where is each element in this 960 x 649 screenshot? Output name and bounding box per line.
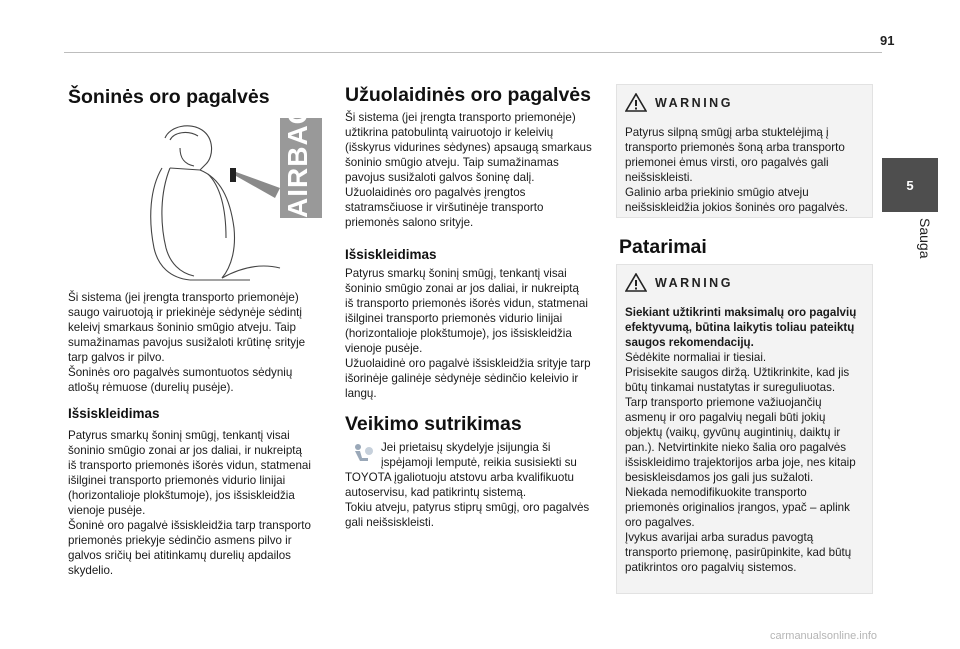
warning-1-text: Patyrus silpną smūgį arba stuktelėjimą į transporto priemonės šoną arba transporto priemonei ėmus virsti, oro pagalvės gali neišsiskleisti. Galinio arba priekinio smūgio atveju neišsiskleidžia jokios šoninės oro pagalvės. (625, 126, 848, 214)
side-deploy-text: Patyrus smarkų šoninį smūgį, tenkantį visai šoninio smūgio zonai ar jos daliai, ir nukreiptą iš transporto priemonės išorės vidun, statmenai išilginei transporto priemonės vidurio linijai (horizontalioje plokštumoje), jos išsiskleidžia vienoje pusėje. Šoninė oro pagalvė išsiskleidžia tarp transporto priemonės priekyje sėdinčio asmens pilvo ir galvos sričių bei atitinkamų durelių apdailos skydelio. (68, 429, 311, 577)
malfunction-title: Veikimo sutrikimas (345, 413, 522, 435)
warning-2-lead: Siekiant užtikrinti maksimalų oro pagalvių efektyvumą, būtina laikytis toliau pateiktų saugos rekomendacijų. (625, 306, 857, 349)
watermark: carmanualsonline.info (770, 630, 878, 642)
airbag-warning-light-icon (350, 443, 374, 465)
malfunction-lead: Jei prietaisų skydelyje įsijungia ši įspėjamoji lemputė, reikia susisiekti su (381, 441, 577, 469)
side-airbags-title: Šoninės oro pagalvės (68, 86, 270, 108)
malfunction-text: TOYOTA įgaliotuoju atstovu arba kvalifikuotu autoservisu, kad patikrintų sistemą. Tokiu atveju, patyrus stiprų smūgį, oro pagalvės gali neišsiskleisti. (345, 471, 590, 529)
side-airbags-intro: Ši sistema (jei įrengta transporto priemonėje) saugo vairuotoją ir priekinėje sėdynėje sėdintį keleivį smarkaus šoninio smūgio atveju. Taip sumažinamas pavojus susižaloti krūtinę srityje tarp galvos ir pilvo. Šoninės oro pagalvės sumontuotos sėdynių atlošų rėmuose (durelių pusėje). (68, 291, 306, 394)
curtain-deploy-text: Patyrus smarkų šoninį smūgį, tenkantį visai šoninio smūgio zonai ar jos daliai, ir nukreiptą iš transporto priemonės išorės vidun, statmenai išilginei transporto priemonės vidurio linijai (horizontalioje plokštumoje), jos išsiskleidžia vienoje pusėje. Užuolaidinė oro pagalvė išsiskleidžia srityje tarp išorinėje galinėje sėdynėje sėdinčio keleivio ir langų. (345, 267, 591, 400)
warning-2-title: WARNING (655, 275, 733, 290)
airbag-label-figure: AIRBAG (280, 118, 322, 218)
curtain-deploy-title: Išsiskleidimas (345, 247, 437, 262)
warning-2-text: Sėdėkite normaliai ir tiesiai. Prisisekite saugos diržą. Užtikrinkite, kad jis būtų tinkamai nustatytas ir sureguliuotas. Tarp transporto priemone važiuojančių asmenų ir oro pagalvių negali būti jokių objektų (vaikų, gyvūnų augintinių, daiktų ir pan.). Netvirtinkite nieko šalia oro pagalvės išsiskleidimo trajektorijos arba joje, nes kitaip besiskleisdamos jos gali jus sužaloti. Niekada nemodifikuokite transporto priemonės originalios įrangos, ypač – aplink oro pagalves. Įvykus avarijai arba suradus pavogtą transporto priemonę, pasirūpinkite, kad būtų patikrintos oro pagalvių sistemos. (625, 351, 856, 574)
warning-triangle-icon (625, 93, 647, 112)
curtain-airbags-title: Užuolaidinės oro pagalvės (345, 84, 591, 106)
chapter-tab[interactable]: 5 (882, 158, 938, 212)
curtain-airbags-intro: Ši sistema (jei įrengta transporto priemonėje) užtikrina patobulintą vairuotojo ir keleivių (išskyrus vidurines sėdynes) apsaugą smarkaus šoninio smūgio atveju. Taip sumažinamas pavojus susižaloti galvos šoninę dalį. Užuolaidinės oro pagalvės įrengtos statramsčiuose ir viršutinėje transporto priemonės salono srityje. (345, 111, 592, 229)
warning-triangle-icon (625, 273, 647, 292)
warning-box-1 (616, 84, 873, 218)
page-number: 91 (880, 33, 895, 48)
tips-title: Patarimai (619, 236, 707, 258)
side-deploy-title: Išsiskleidimas (68, 406, 160, 421)
chapter-title: Sauga (917, 218, 933, 259)
warning-box-2 (616, 264, 873, 594)
warning-1-title: WARNING (655, 95, 733, 110)
header-rule (64, 52, 882, 53)
